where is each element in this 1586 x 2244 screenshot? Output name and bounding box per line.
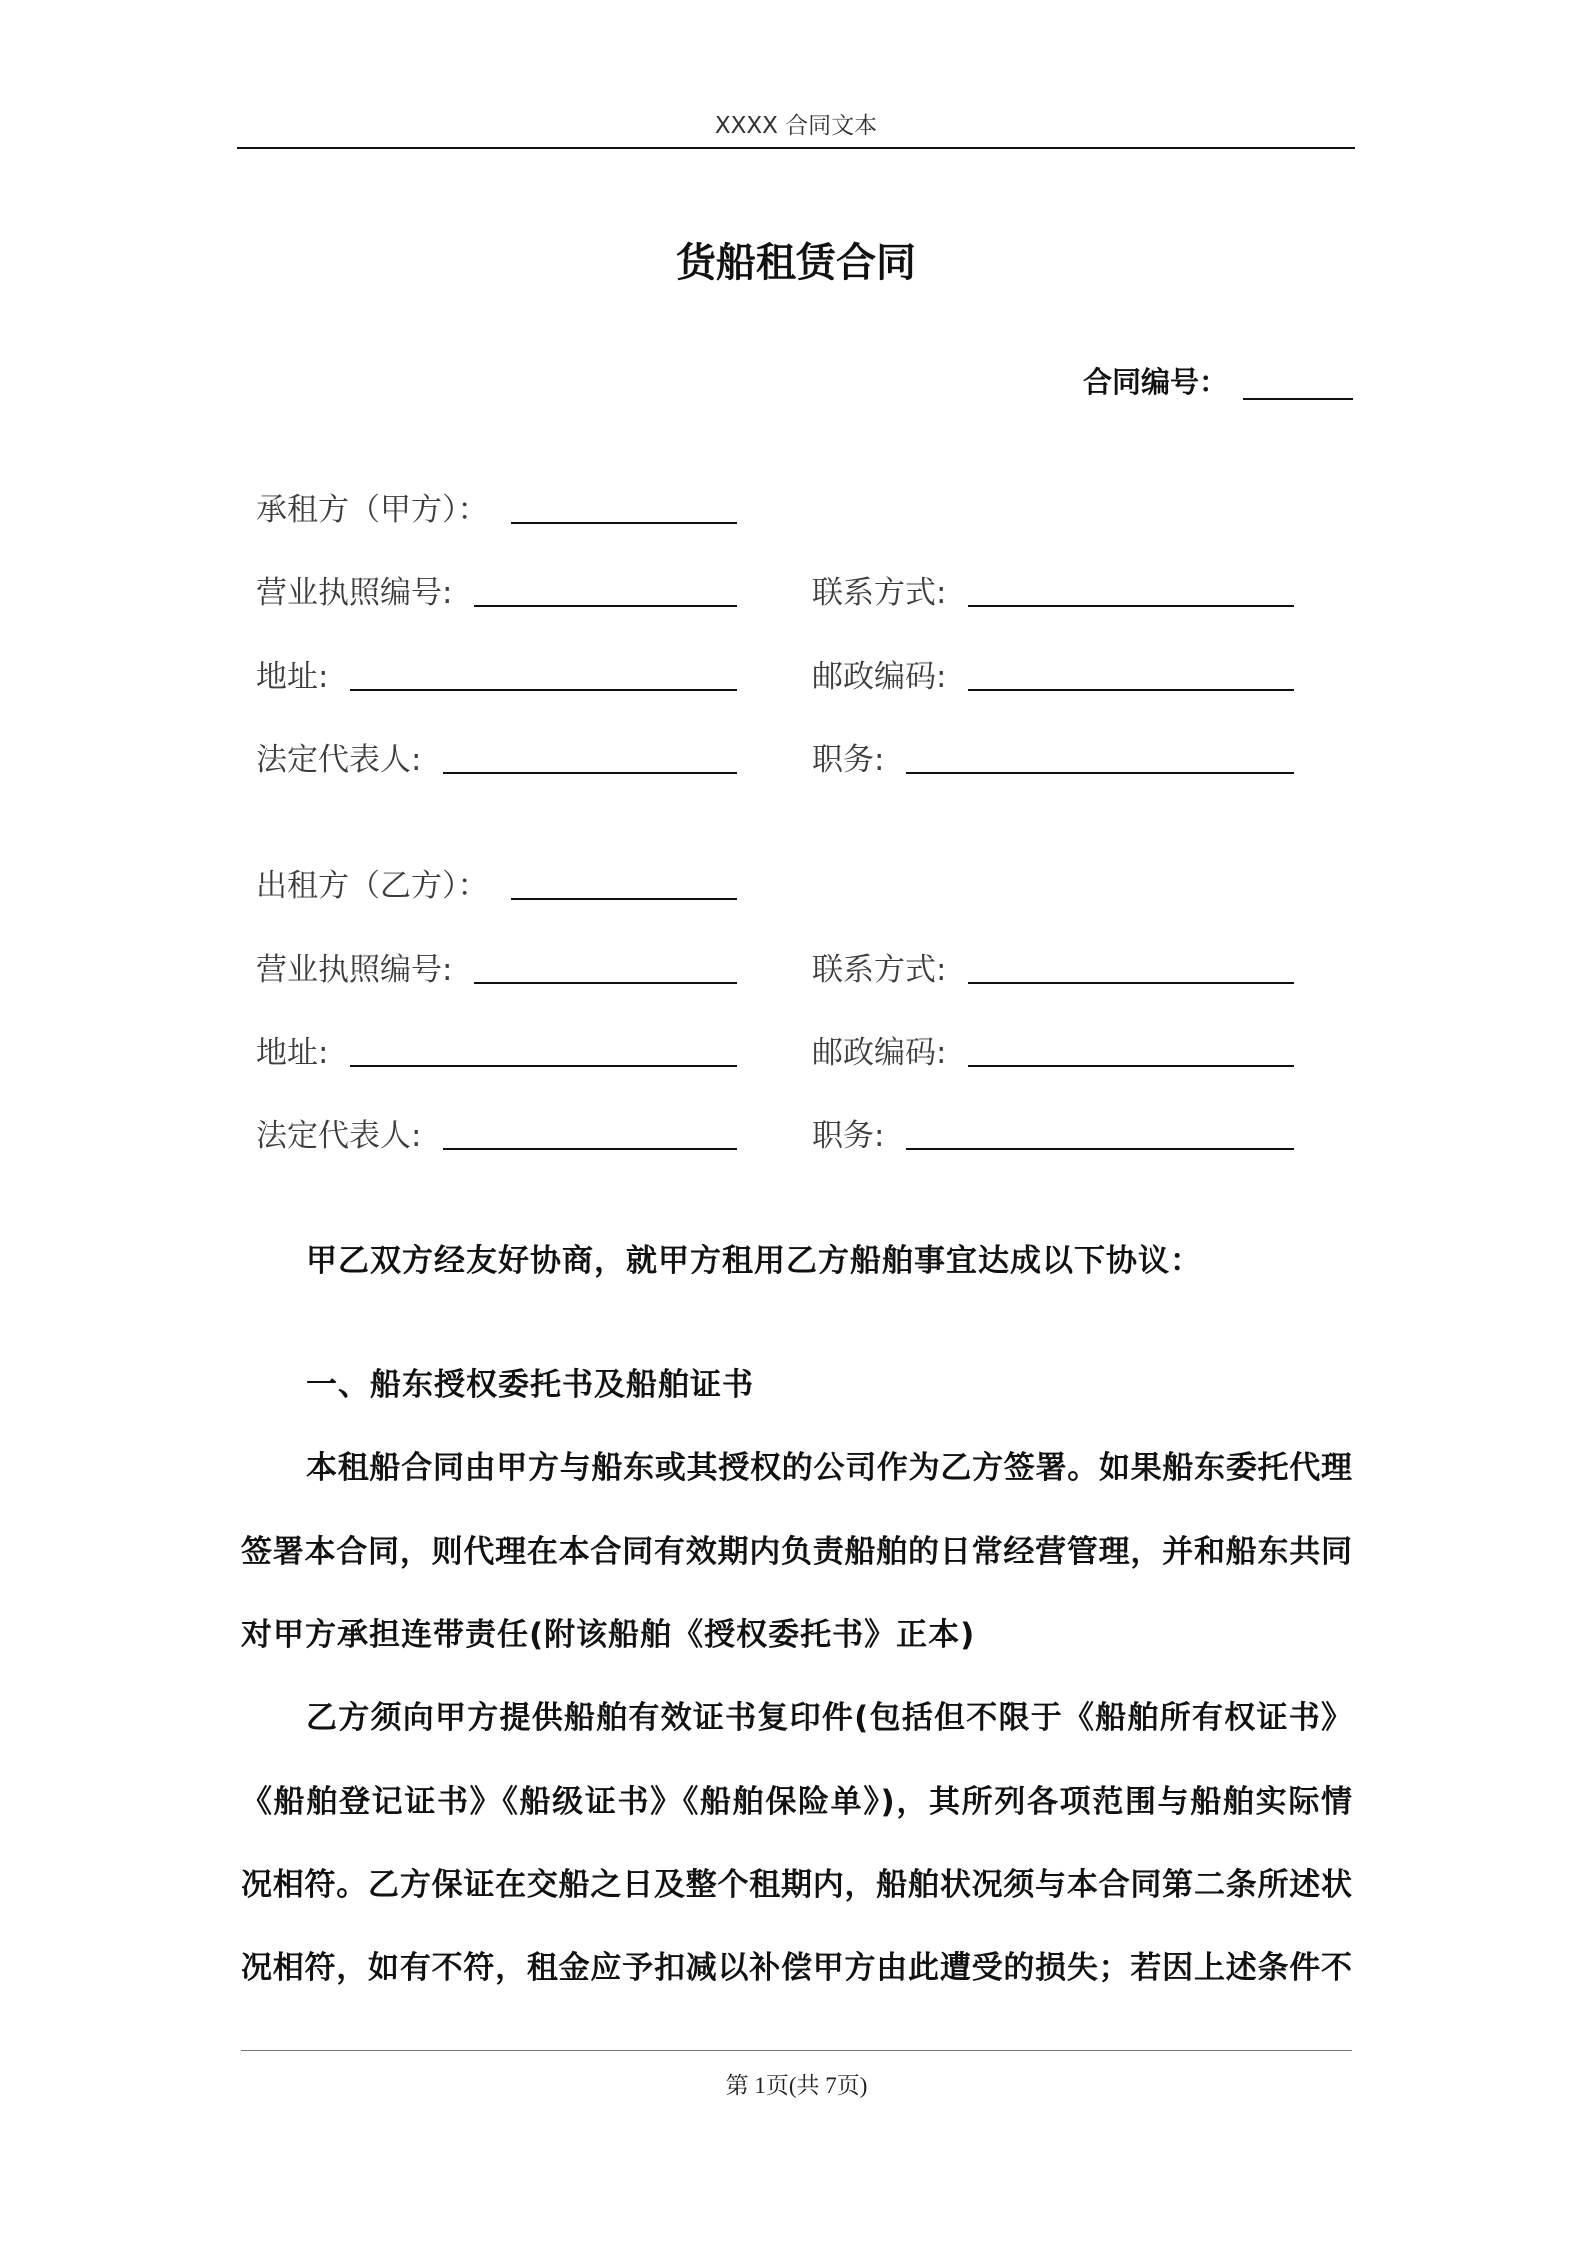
party-a-license-blank [474,605,737,607]
party-a-heading-row [256,490,737,530]
party-b-license-blank [474,982,737,984]
footer-divider [241,2050,1352,2051]
party-b-contact-label: 联系方式: [812,952,947,988]
party-b-position-blank [906,1148,1294,1150]
party-a-heading: 承租方（甲方）： [256,492,489,528]
party-a-address-label: 地址: [256,659,329,695]
party-a-postcode-row [812,657,1294,697]
paragraph-1-line-2: 签署本合同，则代理在本合同有效期内负责船舶的日常经营管理，并和船东共同 [241,1534,1352,1570]
document-title: 货船租赁合同 [676,240,916,286]
paragraph-1-line-1: 本租船合同由甲方与船东或其授权的公司作为乙方签署。如果船东委托代理 [306,1450,1352,1486]
contract-number-row [1053,362,1353,402]
party-a-contact-label: 联系方式: [812,575,947,611]
party-b-contact-row [812,950,1294,990]
paragraph-2-line-4: 况相符，如有不符，租金应予扣减以补偿甲方由此遭受的损失；若因上述条件不 [241,1950,1352,1986]
paragraph-2-line-2: 《船舶登记证书》《船级证书》《船舶保险单》)，其所列各项范围与船舶实际情 [241,1784,1352,1820]
party-a-contact-blank [968,605,1294,607]
party-a-postcode-blank [968,689,1294,691]
party-b-heading-row [256,866,737,906]
party-a-contact-row [812,573,1294,613]
party-b-address-blank [350,1065,737,1067]
party-a-address-blank [350,689,737,691]
party-a-address-row [256,657,737,697]
party-a-license-row [256,573,737,613]
party-a-legal-rep-label: 法定代表人: [256,742,422,778]
party-a-license-label: 营业执照编号: [256,575,453,611]
party-b-postcode-blank [968,1065,1294,1067]
running-header: XXXX 合同文本 [714,113,878,139]
contract-number-label: 合同编号： [1082,365,1228,399]
party-b-postcode-label: 邮政编码: [812,1035,947,1071]
party-a-postcode-label: 邮政编码: [812,659,947,695]
party-b-heading: 出租方（乙方）： [256,868,489,904]
party-a-position-label: 职务: [812,742,885,778]
party-b-address-row [256,1033,737,1073]
party-b-address-label: 地址: [256,1035,329,1071]
party-b-legal-rep-row [256,1116,737,1156]
party-a-legal-rep-blank [443,772,737,774]
party-b-contact-blank [968,982,1294,984]
header-divider [237,147,1355,149]
paragraph-2-line-3: 况相符。乙方保证在交船之日及整个租期内，船舶状况须与本合同第二条所述状 [241,1867,1352,1903]
agreement-intro: 甲乙双方经友好协商，就甲方租用乙方船舶事宜达成以下协议： [306,1243,1202,1279]
party-a-name-blank [511,522,738,524]
party-b-position-row [812,1116,1294,1156]
party-b-name-blank [511,898,738,900]
party-b-legal-rep-blank [443,1148,737,1150]
party-b-license-row [256,950,737,990]
party-a-position-row [812,740,1294,780]
paragraph-2-line-1: 乙方须向甲方提供船舶有效证书复印件(包括但不限于《船舶所有权证书》 [306,1700,1352,1736]
contract-number-blank [1243,398,1353,400]
party-a-legal-rep-row [256,740,737,780]
paragraph-1-line-3: 对甲方承担连带责任(附该船舶《授权委托书》正本) [241,1617,976,1653]
party-b-postcode-row [812,1033,1294,1073]
party-a-position-blank [906,772,1294,774]
section-1-heading: 一、船东授权委托书及船舶证书 [306,1367,754,1403]
party-b-position-label: 职务: [812,1118,885,1154]
party-b-legal-rep-label: 法定代表人: [256,1118,422,1154]
party-b-license-label: 营业执照编号: [256,952,453,988]
page-number: 第 1页(共 7页) [725,2073,868,2098]
